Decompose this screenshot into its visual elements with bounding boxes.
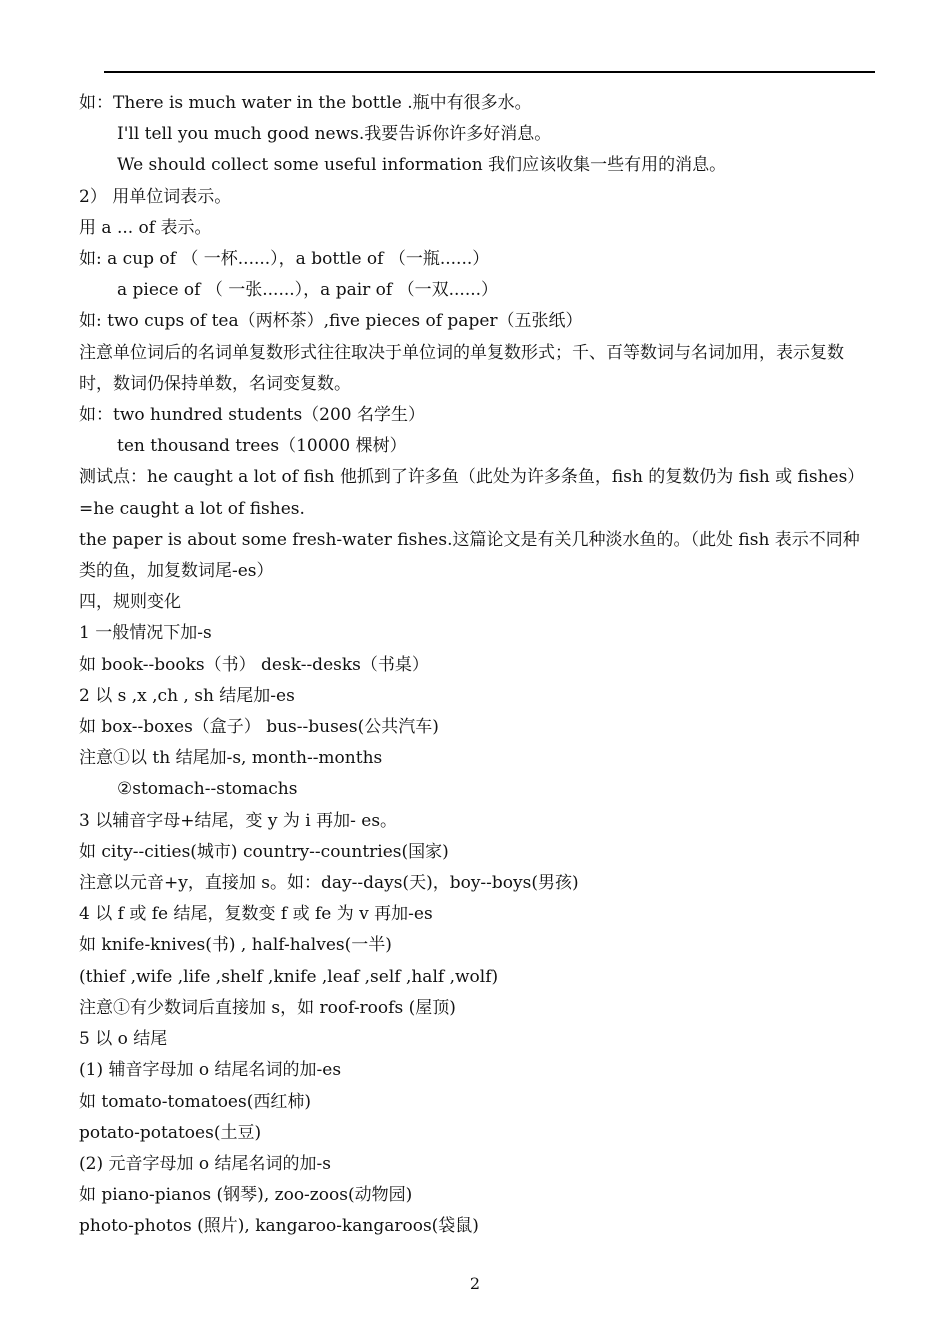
text-line: 用 a ... of 表示。 — [79, 217, 212, 238]
section-heading: 四，规则变化 — [79, 592, 181, 613]
sub-rule: (2) 元音字母加 o 结尾名词的加-s — [79, 1153, 331, 1174]
example-line: 如 city--cities(城市) country--countries(国家) — [79, 841, 449, 862]
test-point-paragraph: 测试点：he caught a lot of fish 他抓到了许多鱼（此处为许多条鱼，fish 的复数仍为 fish 或 fishes）=he caught a lot of fishes. — [79, 467, 865, 519]
text-line: ten thousand trees（10000 棵树） — [117, 436, 407, 457]
example-line: potato-potatoes(土豆) — [79, 1122, 262, 1143]
header-rule — [104, 71, 875, 73]
section-heading: 2） 用单位词表示。 — [79, 186, 232, 207]
sub-rule: (1) 辅音字母加 o 结尾名词的加-es — [79, 1060, 342, 1081]
example-line: (thief ,wife ,life ,shelf ,knife ,leaf ,self ,half ,wolf) — [79, 966, 499, 987]
example-line: 如 knife-knives(书) , half-halves(一半) — [79, 935, 392, 956]
text-line: a piece of （ 一张......），a pair of （一双......） — [117, 280, 499, 301]
note-line: 注意①有少数词后直接加 s，如 roof-roofs (屋顶) — [79, 997, 456, 1018]
text-line: I'll tell you much good news.我要告诉你许多好消息。 — [117, 124, 552, 145]
rule-heading: 5 以 o 结尾 — [79, 1029, 168, 1050]
example-line: 如 box--boxes（盒子） bus--buses(公共汽车) — [79, 717, 439, 738]
text-line: 如: two cups of tea（两杯茶）,five pieces of paper（五张纸） — [79, 311, 583, 332]
example-line: 如 piano-pianos (钢琴), zoo-zoos(动物园) — [79, 1185, 413, 1206]
document-body — [79, 88, 875, 1243]
rule-heading: 1 一般情况下加-s — [79, 623, 212, 644]
example-line: 如 tomato-tomatoes(西红柿) — [79, 1091, 311, 1112]
rule-heading: 3 以辅音字母+结尾，变 y 为 i 再加- es。 — [79, 810, 398, 831]
text-line: 如: a cup of （ 一杯......），a bottle of （一瓶......） — [79, 249, 490, 270]
note-line: ②stomach--stomachs — [117, 779, 298, 800]
note-line: 注意以元音+y，直接加 s。如：day--days(天)，boy--boys(男孩) — [79, 873, 579, 894]
example-line: 如 book--books（书） desk--desks（书桌） — [79, 654, 429, 675]
note-line: 注意①以 th 结尾加-s, month--months — [79, 748, 383, 769]
note-paragraph: 注意单位词后的名词单复数形式往往取决于单位词的单复数形式；千、百等数词与名词加用，表示复数时，数词仍保持单数，名词变复数。 — [79, 342, 844, 394]
text-line: 如：There is much water in the bottle .瓶中有很多水。 — [79, 93, 532, 113]
text-paragraph: the paper is about some fresh-water fishes.这篇论文是有关几种淡水鱼的。（此处 fish 表示不同种类的鱼，加复数词尾-es） — [79, 529, 860, 582]
example-line: photo-photos (照片), kangaroo-kangaroos(袋鼠) — [79, 1216, 479, 1237]
rule-heading: 2 以 s ,x ,ch , sh 结尾加-es — [79, 685, 295, 706]
text-line: We should collect some useful information 我们应该收集一些有用的消息。 — [117, 155, 727, 176]
text-line: 如：two hundred students（200 名学生） — [79, 405, 426, 426]
page-number: 2 — [469, 1274, 481, 1293]
rule-heading: 4 以 f 或 fe 结尾，复数变 f 或 fe 为 v 再加-es — [79, 904, 433, 925]
